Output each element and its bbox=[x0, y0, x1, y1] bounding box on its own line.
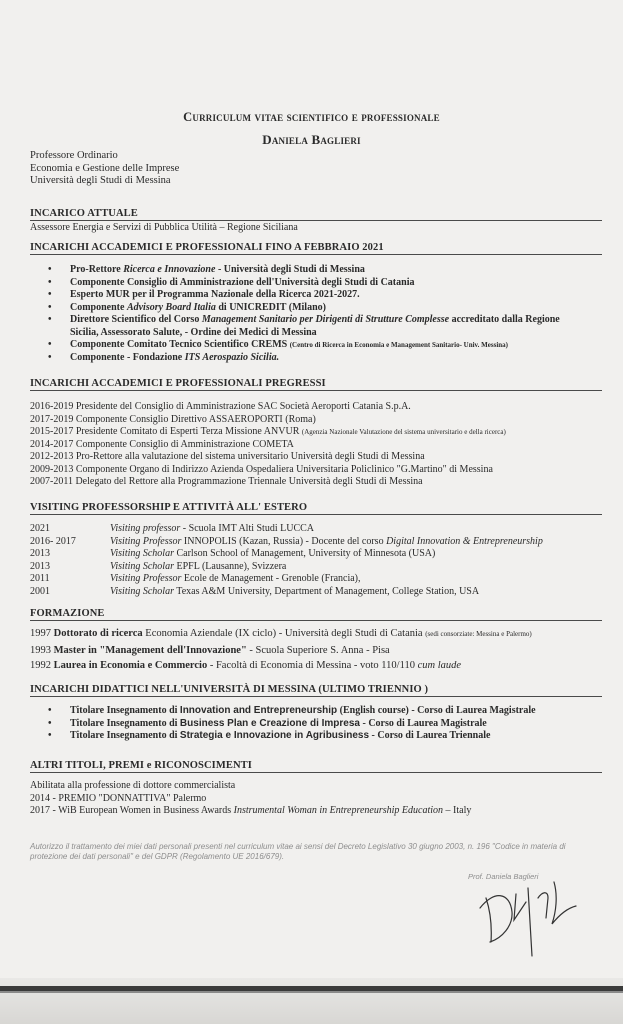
list-item: 2016-2019 Presidente del Consiglio di Amministrazione SAC Società Aeroporti Catania S.p.A. bbox=[30, 401, 411, 412]
visiting-year: 2001 bbox=[30, 585, 50, 597]
section-heading: INCARICHI DIDATTICI NELL'UNIVERSITÀ DI MESSINA (ULTIMO TRIENNIO ) bbox=[30, 684, 602, 697]
section-heading: INCARICHI ACCADEMICI E PROFESSIONALI FINO A FEBBRAIO 2021 bbox=[30, 242, 602, 255]
list-item: • Titolare Insegnamento di Strategia e Innovazione in Agribusiness - Corso di Laurea Triennale bbox=[30, 730, 602, 743]
section-incarichi-2021 bbox=[30, 242, 602, 364]
list-item: 2007-2011 Delegato del Rettore alla Programmazione Triennale Università degli Studi di Messina bbox=[30, 476, 423, 487]
education-item: 1993 Master in "Management dell'Innovazione" - Scuola Superiore S. Anna - Pisa bbox=[30, 644, 390, 656]
handwritten-signature bbox=[472, 868, 592, 958]
section-heading: VISITING PROFESSORSHIP E ATTIVITÀ ALL' ESTERO bbox=[30, 502, 602, 515]
section-heading: FORMAZIONE bbox=[30, 608, 602, 621]
list-item: • Componente Consiglio di Amministrazione dell'Università degli Studi di Catania bbox=[30, 277, 602, 290]
visiting-year: 2016- 2017 bbox=[30, 535, 76, 547]
list-item: • Titolare Insegnamento di Business Plan e Creazione di Impresa - Corso di Laurea Magistrale bbox=[30, 718, 602, 731]
visiting-year: 2011 bbox=[30, 573, 50, 584]
current-role: Assessore Energia e Servizi di Pubblica Utilità – Regione Siciliana bbox=[30, 222, 298, 233]
section-premi bbox=[30, 760, 602, 818]
list-item: 2017-2019 Componente Consiglio Direttivo ASSAEROPORTI (Roma) bbox=[30, 413, 316, 425]
visiting-entry: Visiting Professor Ecole de Management - Grenoble (Francia), bbox=[110, 573, 361, 584]
list-item: • Componente - Fondazione ITS Aerospazio Sicilia. bbox=[30, 352, 602, 365]
list-item: • Componente Advisory Board Italia di UNICREDIT (Milano) bbox=[30, 302, 602, 315]
affiliation-line: Economia e Gestione delle Imprese bbox=[30, 162, 180, 174]
list-item: • Componente Comitato Tecnico Scientifico CREMS (Centro di Ricerca in Economia e Management Sanitario- Univ. Messina) bbox=[30, 339, 602, 352]
privacy-consent: Autorizzo il trattamento dei miei dati personali presenti nel curriculum vitae ai sensi del Decreto Legislativo 30 giugno 2003, n. 196 "Codice in materia di protezione dei dati personali" e del GDPR (Regolamento UE 2016/679). bbox=[30, 842, 566, 861]
list-item: 2017 - WiB European Women in Business Awards Instrumental Woman in Entrepreneurship Education – Italy bbox=[30, 805, 472, 816]
list-item: 2014-2017 Componente Consiglio di Amministrazione COMETA bbox=[30, 438, 294, 450]
scan-shadow bbox=[0, 978, 623, 1024]
document-title: Curriculum vitae scientifico e professionale bbox=[183, 110, 440, 124]
section-heading: INCARICHI ACCADEMICI E PROFESSIONALI PREGRESSI bbox=[30, 378, 602, 391]
list-item: • Pro-Rettore Ricerca e Innovazione - Università degli Studi di Messina bbox=[30, 264, 602, 277]
list-item: • Esperto MUR per il Programma Nazionale della Ricerca 2021-2027. bbox=[30, 289, 602, 302]
list-item: 2012-2013 Pro-Rettore alla valutazione del sistema universitario Università degli Studi di Messina bbox=[30, 451, 425, 462]
list-item: • Titolare Insegnamento di Innovation and Entrepreneurship (English course) - Corso di Laurea Magistrale bbox=[30, 705, 602, 718]
visiting-year: 2021 bbox=[30, 523, 50, 534]
visiting-entry: Visiting Professor INNOPOLIS (Kazan, Russia) - Docente del corso Digital Innovation & Entrepreneurship bbox=[110, 535, 543, 547]
section-didattica bbox=[30, 684, 602, 743]
section-heading: ALTRI TITOLI, PREMI e RICONOSCIMENTI bbox=[30, 760, 602, 773]
affiliation bbox=[30, 150, 179, 188]
affiliation-line: Università degli Studi di Messina bbox=[30, 175, 171, 186]
list-item: 2015-2017 Presidente Comitato di Esperti Terza Missione ANVUR (Agenzia Nazionale Valutazione del sistema universitario e della ricerca) bbox=[30, 426, 506, 437]
page-edge-shadow bbox=[0, 991, 623, 993]
list-item: • Direttore Scientifico del Corso Management Sanitario per Dirigenti di Strutture Complesse accreditato dalla Regione Sicilia, Assessorato Salute, - Ordine dei Medici di Messina bbox=[30, 314, 602, 339]
section-incarichi-pregressi bbox=[30, 378, 602, 489]
visiting-entry: Visiting professor - Scuola IMT Alti Studi LUCCA bbox=[110, 523, 315, 534]
signer-name: Prof. Daniela Baglieri bbox=[468, 872, 539, 881]
list-item: 2014 - PREMIO "DONNATTIVA" Palermo bbox=[30, 792, 207, 804]
visiting-year: 2013 bbox=[30, 560, 50, 572]
education-item: 1992 Laurea in Economia e Commercio - Facoltà di Economia di Messina - voto 110/110 cum laude bbox=[30, 660, 462, 671]
education-item: 1997 Dottorato di ricerca Economia Aziendale (IX ciclo) - Università degli Studi di Catania (sedi consorziate: Messina e Palermo) bbox=[30, 628, 532, 639]
affiliation-line: Professore Ordinario bbox=[30, 150, 118, 161]
section-incarico-attuale bbox=[30, 208, 602, 235]
list-item: 2009-2013 Componente Organo di Indirizzo Azienda Ospedaliera Universitaria Policlinico "G.Martino" di Messina bbox=[30, 463, 493, 475]
visiting-entry: Visiting Scholar Texas A&M University, Department of Management, College Station, USA bbox=[110, 585, 480, 597]
section-formazione bbox=[30, 608, 602, 674]
visiting-year: 2013 bbox=[30, 548, 50, 559]
author-name: Daniela Baglieri bbox=[262, 132, 361, 147]
visiting-entry: Visiting Scholar EPFL (Lausanne), Svizzera bbox=[110, 560, 287, 572]
section-visiting bbox=[30, 502, 602, 598]
section-heading: INCARICO ATTUALE bbox=[30, 208, 602, 221]
list-item: Abilitata alla professione di dottore commercialista bbox=[30, 780, 236, 791]
visiting-entry: Visiting Scholar Carlson School of Management, University of Minnesota (USA) bbox=[110, 548, 436, 559]
